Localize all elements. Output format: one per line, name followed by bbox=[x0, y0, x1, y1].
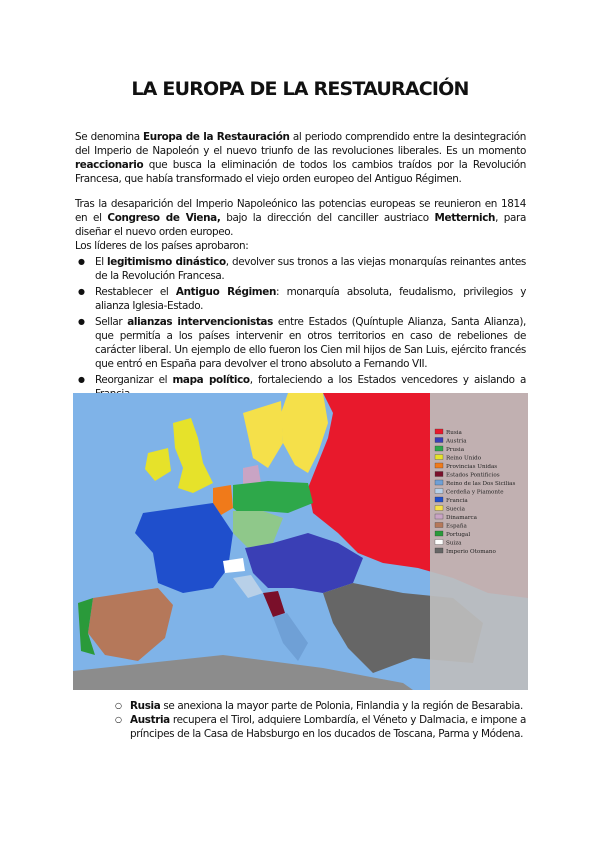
list-item: ○ Rusia se anexiona la mayor parte de Polonia, Finlandia y la región de Besarabia. bbox=[115, 699, 526, 713]
legend-label: Francia bbox=[446, 498, 468, 504]
legend-swatch bbox=[435, 463, 443, 468]
list-item: ○ Austria recupera el Tirol, adquiere Lombardía, el Véneto y Dalmacia, e impone a príncipes de la Casa de Habsburgo en los ducados de Toscana, Parma y Módena. bbox=[115, 713, 526, 741]
map-graphic bbox=[73, 393, 528, 690]
measures-list bbox=[75, 255, 526, 401]
legend-label: Austria bbox=[446, 438, 467, 445]
legend-swatch bbox=[435, 540, 443, 545]
legend-swatch bbox=[435, 531, 443, 536]
term-reaccionario: reaccionario bbox=[75, 159, 144, 171]
term-metternich: Metternich bbox=[434, 212, 496, 224]
legend-label: Imperio Otomano bbox=[446, 549, 496, 555]
legend-label: Suecia bbox=[446, 506, 466, 513]
legend-swatch bbox=[435, 514, 443, 519]
legend-label: Rusia bbox=[446, 430, 462, 436]
legend-swatch bbox=[435, 489, 443, 494]
legend-label: Portugal bbox=[446, 532, 471, 538]
congress-paragraph: Tras la desaparición del Imperio Napoleónico las potencias europeas se reunieron en 1814 en el Congreso de Viena, bajo la dirección del canciller austriaco Metternich, para diseñar el nuevo orden europeo. bbox=[75, 198, 526, 238]
territorial-changes-list bbox=[115, 699, 526, 741]
list-item: ● El legitimismo dinástico, devolver sus tronos a las viejas monarquías reinantes antes de la Revolución Francesa. bbox=[75, 255, 526, 283]
legend-label: Reino Unido bbox=[446, 455, 482, 462]
legend-swatch bbox=[435, 446, 443, 451]
page-title: LA EUROPA DE LA RESTAURACIÓN bbox=[131, 78, 469, 100]
legend-swatch bbox=[435, 472, 443, 477]
legend-label: Provincias Unidas bbox=[446, 464, 498, 470]
legend-swatch bbox=[435, 497, 443, 502]
legend-swatch bbox=[435, 548, 443, 553]
list-item: ● Sellar alianzas intervencionistas entre Estados (Quíntuple Alianza, Santa Alianza), que permitía a los países intervenir en otros territorios en caso de rebeliones de carácter liberal. Un ejemplo de ello fueron los Cien mil hijos de San Luis, ejército francés que entró en España para devolver el trono absoluto a Fernando VII. bbox=[75, 315, 526, 371]
intro-paragraph: Se denomina Europa de la Restauración al periodo comprendido entre la desintegración del Imperio de Napoleón y el nuevo triunfo de las revoluciones liberales. Es un momento reaccionario que busca la eliminación de todos los cambios traídos por la Revolución Francesa, que había transformado el viejo orden europeo del Antiguo Régimen. bbox=[75, 131, 526, 185]
legend-swatch bbox=[435, 523, 443, 528]
legend-swatch bbox=[435, 455, 443, 460]
legend-swatch bbox=[435, 429, 443, 434]
term-europa-restauracion: Europa de la Restauración bbox=[143, 131, 290, 143]
term-congreso-viena: Congreso de Viena, bbox=[107, 212, 221, 224]
legend-label: España bbox=[446, 523, 467, 530]
leaders-lead: Los líderes de los países aprobaron: bbox=[75, 240, 249, 252]
legend-label: Reino de las Dos Sicilias bbox=[446, 481, 516, 487]
legend-swatch bbox=[435, 480, 443, 485]
legend-label: Estados Pontificios bbox=[446, 472, 500, 479]
legend-label: Suiza bbox=[446, 540, 462, 547]
list-item: ● Reorganizar el mapa político, fortaleciendo a los Estados vencedores y aislando a bbox=[75, 373, 526, 401]
legend-swatch bbox=[435, 506, 443, 511]
legend-swatch bbox=[435, 438, 443, 443]
europe-1815-map bbox=[73, 393, 528, 690]
legend-label: Dinamarca bbox=[446, 515, 477, 521]
legend-label: Cerdeña y Piamonte bbox=[446, 489, 504, 496]
legend-panel bbox=[430, 393, 528, 690]
list-item: ● Restablecer el Antiguo Régimen: monarquía absoluta, feudalismo, privilegios y alianza Iglesia-Estado. bbox=[75, 285, 526, 313]
legend-label: Prusia bbox=[446, 447, 465, 453]
